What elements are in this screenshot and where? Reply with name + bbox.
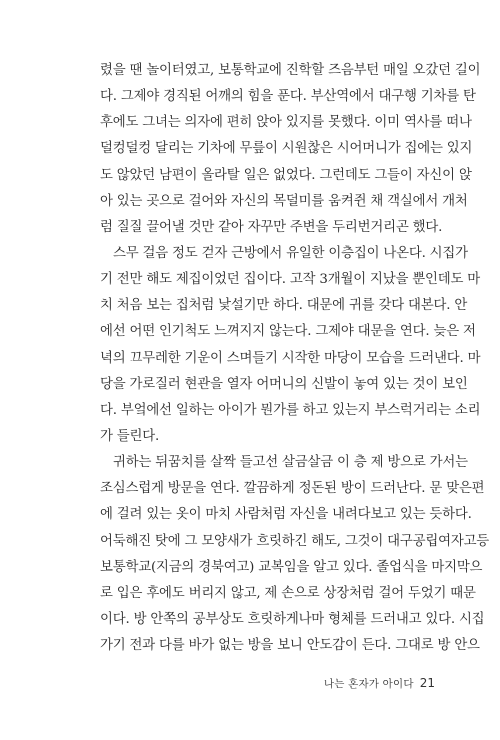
page-footer <box>300 672 435 691</box>
text-line: 당을 가로질러 현관을 열자 어머니의 신발이 놓여 있는 것이 보인 <box>100 376 468 392</box>
text-line: 어둑해진 탓에 그 모양새가 흐릿하긴 해도, 그것이 대구공립여자고등 <box>100 533 490 549</box>
body-text <box>100 58 490 659</box>
running-title: 나는 혼자가 아이다 <box>323 678 414 690</box>
text-line: 치 처음 보는 집처럼 낯설기만 하다. 대문에 귀를 갖다 대본다. 안 <box>100 298 468 314</box>
text-line: 에 걸려 있는 옷이 마치 사람처럼 자신을 내려다보고 있는 듯하다. <box>100 507 472 523</box>
text-line: 스무 걸음 정도 걷자 근방에서 유일한 이층집이 나온다. 시집가 <box>113 245 468 261</box>
paragraph-1 <box>100 58 481 241</box>
text-line: 이다. 방 안쪽의 공부상도 흐릿하게나마 형체를 드러내고 있다. 시집 <box>100 611 485 627</box>
text-line: 기 전만 해도 제집이었던 집이다. 고작 3개월이 지났을 뿐인데도 마 <box>100 272 481 288</box>
text-line: 에선 어떤 인기척도 느껴지지 않는다. 그제야 대문을 연다. 늦은 저 <box>100 324 476 340</box>
text-line: 후에도 그녀는 의자에 편히 앉아 있지를 못했다. 이미 역사를 떠나 <box>100 115 472 131</box>
text-line: 덜컹덜컹 달리는 기차에 무릎이 시원찮은 시어머니가 집에는 있지 <box>100 141 473 157</box>
text-line: 가 들린다. <box>100 428 160 444</box>
text-line: 다. 부엌에선 일하는 아이가 뭔가를 하고 있는지 부스럭거리는 소리 <box>100 402 481 418</box>
text-line: 귀하는 뒤꿈치를 살짝 들고선 살금살금 이 층 제 방으로 가서는 <box>113 455 468 471</box>
text-line: 가기 전과 다를 바가 없는 방을 보니 안도감이 든다. 그대로 방 안으 <box>100 638 480 654</box>
paragraph-2 <box>100 241 481 450</box>
text-line: 다. 그제야 경직된 어깨의 힘을 푼다. 부산역에서 대구행 기차를 탄 <box>100 89 476 105</box>
paragraph-3 <box>100 450 490 659</box>
text-line: 도 않았던 남편이 올라탈 일은 없었다. 그런데도 그들이 자신이 앉 <box>100 167 472 183</box>
text-line: 렸을 땐 놀이터였고, 보통학교에 진학할 즈음부턴 매일 오갔던 길이 <box>100 63 481 78</box>
text-line: 보통학교(지금의 경북여고) 교복임을 알고 있다. 졸업식을 마지막으 <box>100 559 483 575</box>
text-line: 녁의 끄무레한 기운이 스며들기 시작한 마당이 모습을 드러낸다. 마 <box>100 350 481 366</box>
text-line: 로 입은 후에도 버리지 않고, 제 손으로 상장처럼 걸어 두었기 때문 <box>100 585 476 601</box>
text-line: 럼 질질 끌어낼 것만 같아 자꾸만 주변을 두리번거리곤 했다. <box>100 219 443 235</box>
text-line: 아 있는 곳으로 걸어와 자신의 목덜미를 움켜쥔 채 객실에서 개처 <box>100 193 468 209</box>
page-number: 21 <box>419 676 435 690</box>
text-line: 조심스럽게 방문을 연다. 깔끔하게 정돈된 방이 드러난다. 문 맞은편 <box>100 481 485 497</box>
